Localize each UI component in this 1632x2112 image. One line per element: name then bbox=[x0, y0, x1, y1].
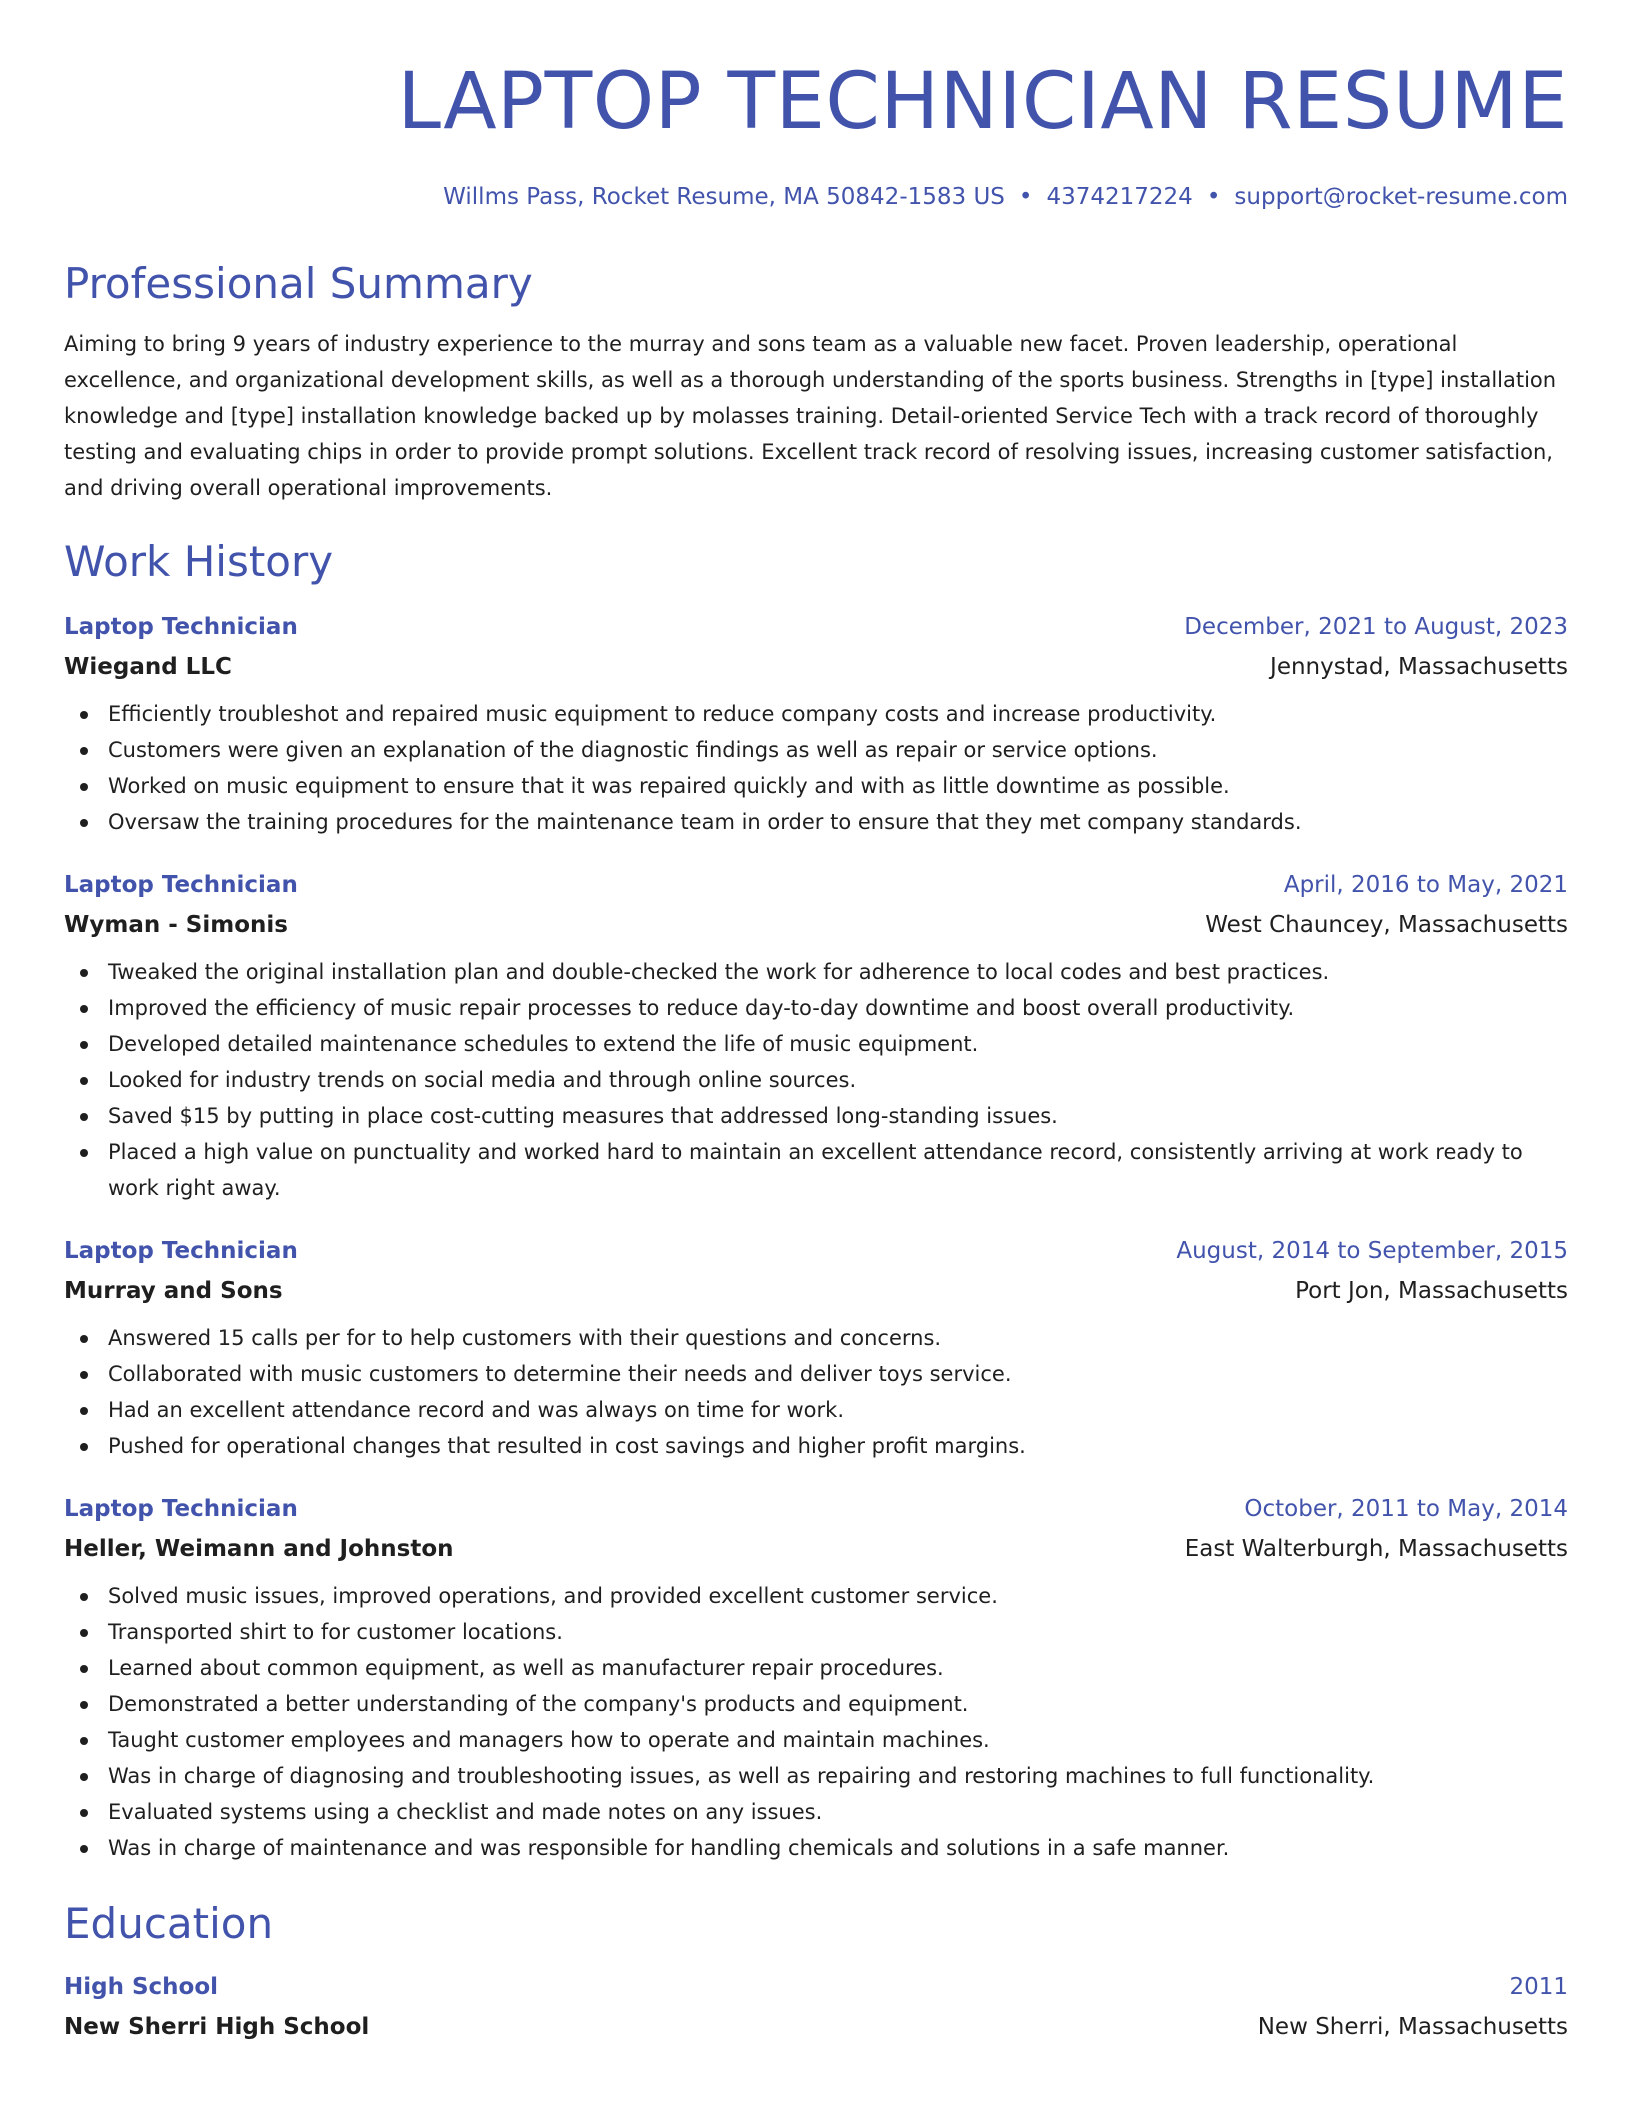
job-location: Jennystad, Massachusetts bbox=[1270, 654, 1568, 680]
job-location: Port Jon, Massachusetts bbox=[1295, 1278, 1568, 1304]
job-bullet: Taught customer employees and managers how to operate and maintain machines. bbox=[64, 1722, 1568, 1758]
job-dates: August, 2014 to September, 2015 bbox=[1176, 1238, 1568, 1264]
education-degree: High School bbox=[64, 1974, 219, 2000]
work-history-heading: Work History bbox=[64, 537, 334, 586]
education-section bbox=[64, 1896, 1568, 2044]
job-bullet: Worked on music equipment to ensure that it was repaired quickly and with as little downtime as possible. bbox=[64, 768, 1568, 804]
job-company: Wiegand LLC bbox=[64, 654, 232, 680]
job-bullet: Demonstrated a better understanding of the company's products and equipment. bbox=[64, 1686, 1568, 1722]
job-bullet-list bbox=[64, 1320, 1568, 1464]
job-title-row bbox=[64, 868, 1568, 902]
job-company: Wyman - Simonis bbox=[64, 912, 288, 938]
job-bullet: Evaluated systems using a checklist and made notes on any issues. bbox=[64, 1794, 1568, 1830]
summary-text: Aiming to bring 9 years of industry experience to the murray and sons team as a valuable new facet. Proven leadership, operational excellence, and organizational development skills, as well as a thorough understanding of the sports business. Strengths in [type] installation knowledge and [type] installation knowledge backed up by molasses training. Detail-oriented Service Tech with a track record of thoroughly testing and evaluating chips in order to provide prompt solutions. Excellent track record of resolving issues, increasing customer satisfaction, and driving overall operational improvements. bbox=[64, 332, 1557, 500]
job-entry bbox=[64, 1492, 1568, 1866]
job-bullet: Pushed for operational changes that resulted in cost savings and higher profit margins. bbox=[64, 1428, 1568, 1464]
education-school: New Sherri High School bbox=[64, 2014, 370, 2040]
contact-email: support@rocket-resume.com bbox=[1234, 184, 1568, 210]
job-bullet: Was in charge of maintenance and was responsible for handling chemicals and solutions in a safe manner. bbox=[64, 1830, 1568, 1866]
job-role: Laptop Technician bbox=[64, 1496, 298, 1522]
job-bullet: Customers were given an explanation of the diagnostic findings as well as repair or service options. bbox=[64, 732, 1568, 768]
job-bullet: Was in charge of diagnosing and troubleshooting issues, as well as repairing and restoring machines to full functionality. bbox=[64, 1758, 1568, 1794]
job-bullet: Placed a high value on punctuality and worked hard to maintain an excellent attendance record, consistently arriving at work ready to work right away. bbox=[64, 1134, 1568, 1206]
job-bullet: Collaborated with music customers to determine their needs and deliver toys service. bbox=[64, 1356, 1568, 1392]
education-school-row bbox=[64, 2004, 1568, 2044]
education-year: 2011 bbox=[1509, 1974, 1568, 2000]
job-bullet: Developed detailed maintenance schedules to extend the life of music equipment. bbox=[64, 1026, 1568, 1062]
job-location: East Walterburgh, Massachusetts bbox=[1184, 1536, 1568, 1562]
job-dates: October, 2011 to May, 2014 bbox=[1244, 1496, 1568, 1522]
job-company-row bbox=[64, 1268, 1568, 1308]
job-company-row bbox=[64, 902, 1568, 942]
job-dates: December, 2021 to August, 2023 bbox=[1184, 614, 1568, 640]
job-bullet: Improved the efficiency of music repair processes to reduce day-to-day downtime and boost overall productivity. bbox=[64, 990, 1568, 1026]
job-bullet: Saved $15 by putting in place cost-cutting measures that addressed long-standing issues. bbox=[64, 1098, 1568, 1134]
resume-header bbox=[64, 0, 1568, 212]
work-history-section bbox=[64, 534, 1568, 1866]
job-dates: April, 2016 to May, 2021 bbox=[1283, 872, 1568, 898]
contact-phone: 4374217224 bbox=[1046, 184, 1193, 210]
job-bullet-list bbox=[64, 1578, 1568, 1866]
job-bullet: Looked for industry trends on social media and through online sources. bbox=[64, 1062, 1568, 1098]
job-role: Laptop Technician bbox=[64, 614, 298, 640]
education-degree-row bbox=[64, 1970, 1568, 2004]
job-bullet: Had an excellent attendance record and was always on time for work. bbox=[64, 1392, 1568, 1428]
education-heading: Education bbox=[64, 1899, 274, 1948]
contact-separator: • bbox=[1206, 184, 1221, 210]
job-bullet: Tweaked the original installation plan and double-checked the work for adherence to local codes and best practices. bbox=[64, 954, 1568, 990]
job-bullet-list bbox=[64, 954, 1568, 1206]
contact-line bbox=[64, 182, 1568, 212]
job-title-row bbox=[64, 610, 1568, 644]
job-bullet: Solved music issues, improved operations, and provided excellent customer service. bbox=[64, 1578, 1568, 1614]
education-entry bbox=[64, 1970, 1568, 2044]
job-company-row bbox=[64, 644, 1568, 684]
job-bullet: Transported shirt to for customer locations. bbox=[64, 1614, 1568, 1650]
job-bullet: Efficiently troubleshot and repaired music equipment to reduce company costs and increase productivity. bbox=[64, 696, 1568, 732]
contact-address: Willms Pass, Rocket Resume, MA 50842-1583 US bbox=[443, 184, 1005, 210]
job-title-row bbox=[64, 1234, 1568, 1268]
job-company-row bbox=[64, 1526, 1568, 1566]
job-bullet: Learned about common equipment, as well as manufacturer repair procedures. bbox=[64, 1650, 1568, 1686]
job-bullet-list bbox=[64, 696, 1568, 840]
contact-separator: • bbox=[1018, 184, 1033, 210]
job-company: Heller, Weimann and Johnston bbox=[64, 1536, 454, 1562]
job-entry bbox=[64, 610, 1568, 840]
education-location: New Sherri, Massachusetts bbox=[1257, 2014, 1568, 2040]
job-location: West Chauncey, Massachusetts bbox=[1205, 912, 1568, 938]
job-role: Laptop Technician bbox=[64, 872, 298, 898]
summary-heading: Professional Summary bbox=[64, 259, 533, 308]
job-entry bbox=[64, 868, 1568, 1206]
resume-title: LAPTOP TECHNICIAN RESUME bbox=[397, 57, 1568, 147]
job-bullet: Oversaw the training procedures for the maintenance team in order to ensure that they met company standards. bbox=[64, 804, 1568, 840]
job-list bbox=[64, 610, 1568, 1866]
job-bullet: Answered 15 calls per for to help customers with their questions and concerns. bbox=[64, 1320, 1568, 1356]
summary-section bbox=[64, 256, 1568, 506]
job-company: Murray and Sons bbox=[64, 1278, 283, 1304]
job-title-row bbox=[64, 1492, 1568, 1526]
job-entry bbox=[64, 1234, 1568, 1464]
education-list bbox=[64, 1970, 1568, 2044]
job-role: Laptop Technician bbox=[64, 1238, 298, 1264]
